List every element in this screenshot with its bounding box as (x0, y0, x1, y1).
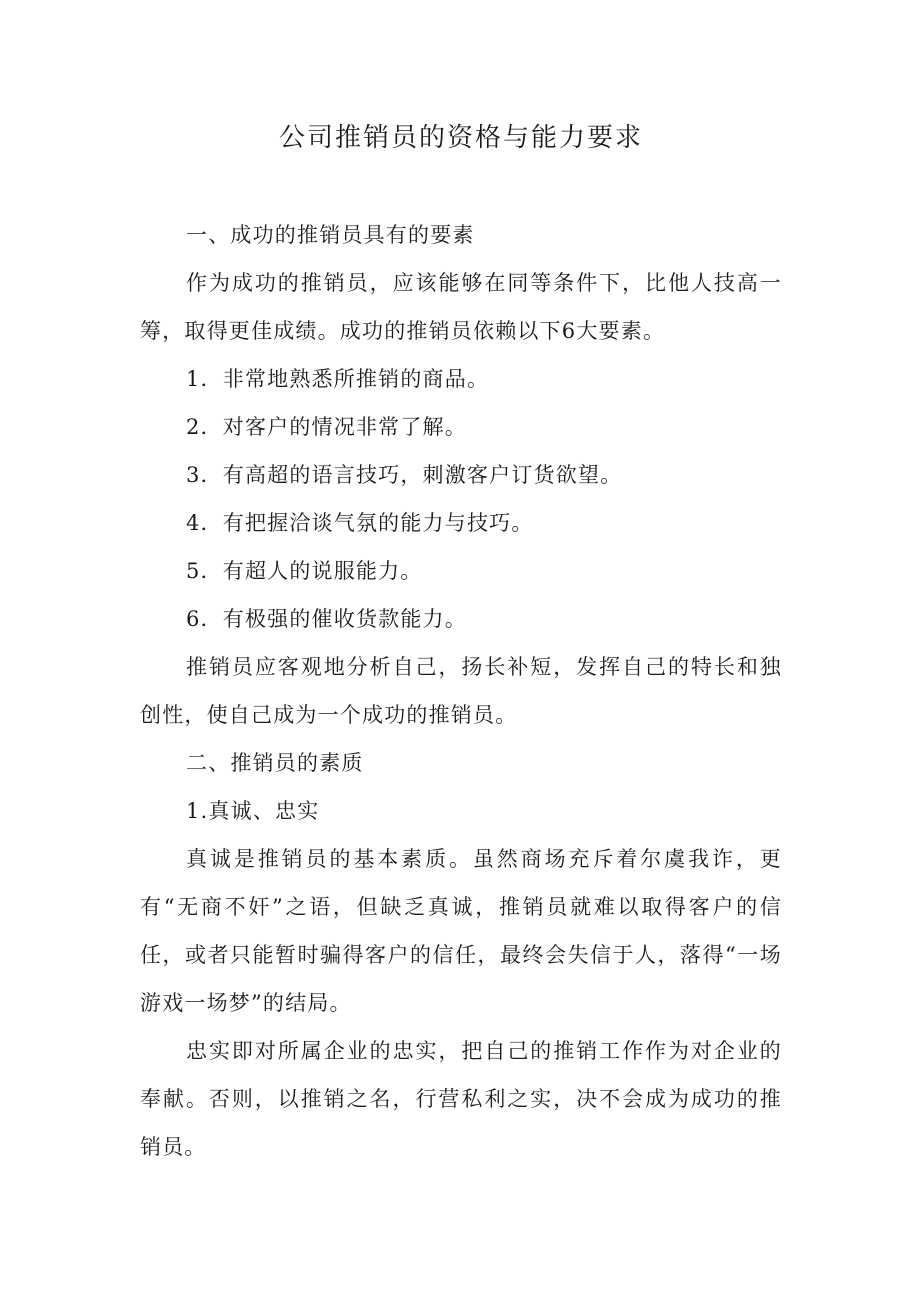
list-item-4: 4．有把握洽谈气氛的能力与技巧。 (186, 511, 534, 535)
paragraph-sincerity: 真诚是推销员的基本素质。虽然商场充斥着尔虞我诈，更有“无商不奸”之语，但缺乏真诚，推销员就难以取得客户的信任，或者只能暂时骗得客户的信任，最终会失信于人，落得“一场游戏一场梦”的结局。 (140, 847, 782, 1015)
paragraph-intro: 作为成功的推销员，应该能够在同等条件下，比他人技高一筹，取得更佳成绩。成功的推销员依赖以下6大要素。 (140, 271, 782, 343)
document-body (140, 211, 782, 1171)
section-heading-2: 二、推销员的素质 (186, 751, 364, 775)
list-item-2: 2．对客户的情况非常了解。 (186, 415, 467, 439)
list-item-1: 1．非常地熟悉所推销的商品。 (186, 367, 490, 391)
list-item-6: 6．有极强的催收货款能力。 (186, 607, 467, 631)
subsection-heading-1: 1.真诚、忠实 (186, 799, 320, 823)
list-item-3: 3．有高超的语言技巧，刺激客户订货欲望。 (186, 463, 623, 487)
document-title: 公司推销员的资格与能力要求 (278, 123, 643, 153)
section-heading-1: 一、成功的推销员具有的要素 (186, 223, 475, 247)
paragraph-loyalty: 忠实即对所属企业的忠实，把自己的推销工作作为对企业的奉献。否则，以推销之名，行营私利之实，决不会成为成功的推销员。 (140, 1039, 782, 1159)
list-item-5: 5．有超人的说服能力。 (186, 559, 423, 583)
paragraph-summary: 推销员应客观地分析自己，扬长补短，发挥自己的特长和独创性，使自己成为一个成功的推销员。 (140, 655, 782, 727)
